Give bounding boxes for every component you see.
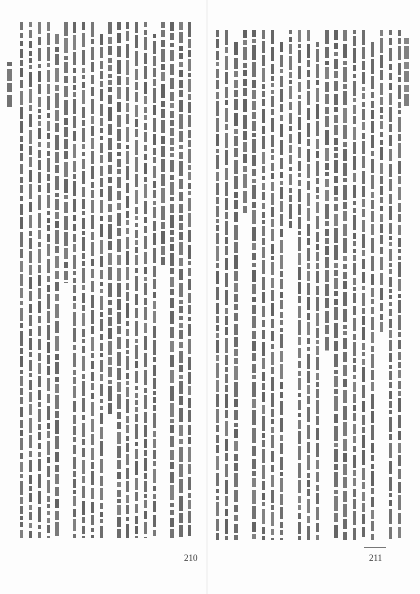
- text-line: [135, 22, 138, 538]
- page-number-right: 211: [369, 553, 383, 563]
- text-line: [91, 22, 94, 538]
- text-line: [126, 22, 129, 538]
- text-line: [170, 22, 173, 538]
- text-line: [353, 30, 356, 540]
- text-line: [64, 22, 67, 283]
- text-line: [371, 42, 374, 540]
- page-number-left: 210: [184, 553, 198, 563]
- text-line: [298, 30, 301, 540]
- text-line: [398, 30, 401, 540]
- left-page: [0, 0, 208, 594]
- text-line: [38, 22, 41, 538]
- right-page: [208, 0, 420, 594]
- running-head-right: [404, 38, 409, 108]
- text-line: [82, 22, 85, 538]
- text-line: [243, 30, 246, 213]
- footer-rule: [364, 547, 386, 548]
- text-line: [389, 30, 392, 540]
- text-line: [334, 30, 337, 540]
- text-line: [225, 30, 228, 540]
- text-line: [117, 22, 120, 538]
- text-line: [47, 22, 50, 538]
- text-line: [380, 30, 383, 332]
- text-line: [316, 42, 319, 540]
- text-line: [153, 34, 156, 538]
- text-line: [216, 30, 219, 540]
- running-head-left: [7, 62, 12, 108]
- text-line: [325, 30, 328, 351]
- text-line: [280, 42, 283, 540]
- text-line: [144, 22, 147, 538]
- text-line: [262, 30, 265, 540]
- text-line: [307, 30, 310, 540]
- text-line: [179, 22, 182, 538]
- text-line: [20, 22, 23, 538]
- text-line: [343, 30, 346, 540]
- text-line: [234, 42, 237, 540]
- text-line: [252, 30, 255, 540]
- text-line: [108, 22, 111, 414]
- text-line: [161, 22, 164, 265]
- text-line: [100, 34, 103, 538]
- text-line: [55, 34, 58, 538]
- text-line: [362, 30, 365, 540]
- text-line: [73, 22, 76, 538]
- text-line: [188, 22, 191, 538]
- text-line: [29, 22, 32, 538]
- text-line: [289, 30, 292, 228]
- text-line: [271, 30, 274, 540]
